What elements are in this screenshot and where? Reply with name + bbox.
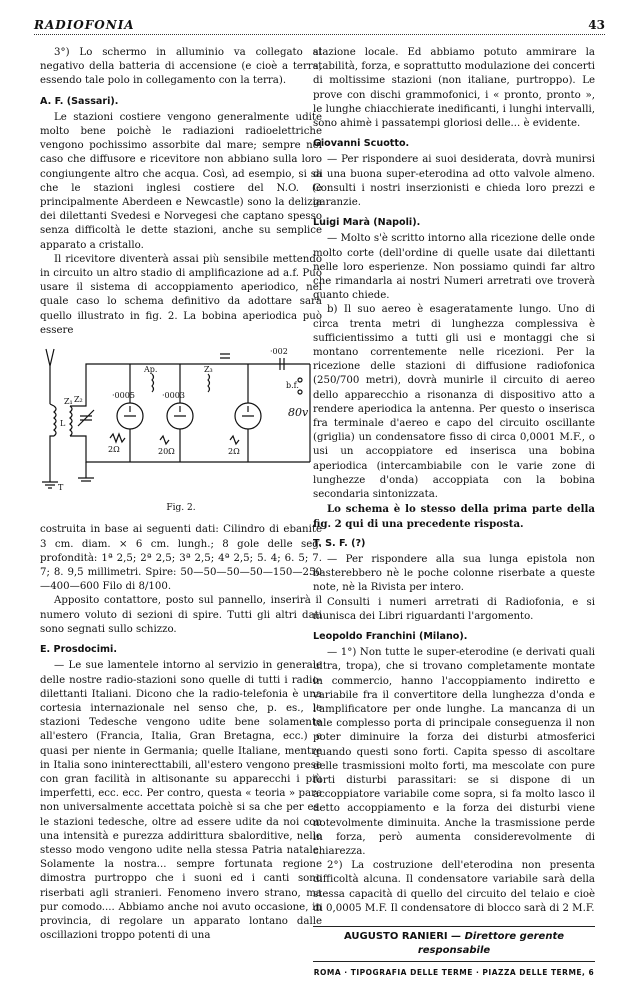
- circuit-diagram: [40, 344, 322, 494]
- label-c0003: ·0003: [162, 391, 185, 401]
- manager-line: [313, 926, 595, 962]
- mara-paragraph-3: Lo schema è lo stesso della prima parte della fig. 2 qui di una precedente risposta.: [313, 503, 595, 530]
- label-z1: Z₁: [64, 397, 73, 407]
- label-c002: ·002: [270, 347, 288, 357]
- figure-caption: Fig. 2.: [166, 503, 196, 514]
- franchini-paragraph-2: 2°) La costruzione dell'eterodina non presenta difficoltà alcuna. Il condensatore variabile sarà della stessa capacità di quello del circuito del telaio e cioè di 0,0005 M.F. Il condensatore di blocco sarà di 2 M.F.: [313, 860, 595, 914]
- continued-paragraph: stazione locale. Ed abbiamo potuto ammirare la stabilità, forza, e soprattutto modulazione dei concerti di moltissime stazioni (non italiane, purtroppo). Le prove con dischi grammofonici, i « pronto, pronto », le lunghe chiacchierate inedificanti, i lunghi intervalli, sono ahimè i passatempi gloriosi delle... è evidente.: [313, 47, 595, 130]
- label-t: T: [58, 483, 64, 493]
- sassari-paragraph-4: Apposito contattore, posto sul pannello, inserirà il numero voluto di sezioni di spire. Tutti gli altri dati sono segnati sullo schizzo.: [40, 595, 322, 635]
- page-number: 43: [588, 18, 605, 32]
- correspondent-franchini: Leopoldo Franchini (Milano).: [313, 630, 468, 642]
- sassari-paragraph-3: costruita in base ai seguenti dati: Cilindro di ebanite 3 cm. diam. × 6 cm. lungh.; 8 gole delle seg. profondità: 1ª 2,5; 2ª 2,5; 3ª 2,5; 4ª 2,5; 5. 4; 6. 5; 7. 7; 8. 9,5 millimetri. Spire: 50—50—50—50—150—250—400—600 Filo di 8/100.: [40, 524, 322, 593]
- label-r2: 20Ω: [158, 447, 175, 457]
- label-r1: 2Ω: [108, 445, 120, 455]
- manager-role: — Direttore gerente responsabile: [417, 930, 565, 957]
- label-z3: Z₃: [204, 365, 213, 375]
- intro-paragraph: 3°) Lo schermo in alluminio va collegato al negativo della batteria di accensione (e cioè a terra, essendo tale polo in collegamento con la terra).: [40, 47, 322, 87]
- correspondent-prosdocimi: E. Prosdocimi.: [40, 644, 117, 656]
- manager-name: AUGUSTO RANIERI: [343, 930, 448, 942]
- prosdocimi-paragraph-1: — Le sue lamentele intorno al servizio in generale delle nostre radio-stazioni sono quelle di tutti i radio-dilettanti Italiani. Dicono che la radio-telefonia è una cortesia internazionale nel senso che, p. es., le stazioni Tedesche vengono udite bene solamente all'estero (Francia, Italia, Gran Bretagna, ecc.) e quasi per niente in Germania; quelle Italiane, mentre in Italia sono ininterecttabili, all'estero vengono prese con gran facilità in altisonante su apparecchi i più imperfetti, ecc. ecc. Per contro, questa « teoria » pare non universalmente accettata poichè si sa che per es. le stazioni tedesche, oltre ad essere udite da noi con una intensità e purezza addirittura sbalorditive, nello stesso modo vengono udite nella stessa Patria natale. Solamente la nostra... sempre fortunata regione dimostra purtroppo che i suoni ed i canti sono riserbati agli stranieri. Fenomeno invero strano, ma pur comodo.... Abbiamo anche noi avuto occasione, in provincia, di regolare un apparato lontano dalle oscillazioni troppo potenti di una: [40, 660, 322, 942]
- franchini-paragraph-1: — 1°) Non tutte le super-eterodine (e derivati quali ultra, tropa), che si trovano completamente montate in commercio, hanno l'accoppiamento indiretto e variabile fra il convertitore della lunghezza d'onda e l'amplificatore per onde lunghe. La mancanza di un tale complesso porta di principale conseguenza il non poter diminuire la forza dei disturbi atmosferici quando questi sono forti. Capita spesso di ascoltare delle trasmissioni molto forti, ma mescolate con pure forti disturbi parassitari: se si dispone di un accoppiatore variabile come sopra, si fa molto lasco il detto accoppiamento e la forza dei disturbi viene notevolmente diminuita. Anche la trasmissione perde in forza, però aumenta considerevolmente di chiarezza.: [313, 647, 595, 857]
- sassari-paragraph-2: Il ricevitore diventerà assai più sensibile mettendo in circuito un altro stadio di amplificazione ad a.f. Può usare il sistema di accoppiamento aperiodico, nel quale caso lo schema definitivo da adottare sarà quello illustrato in fig. 2. La bobina aperiodica può essere: [40, 253, 322, 336]
- journal-title: RADIOFONIA: [34, 18, 135, 32]
- correspondent-scuotto: Giovanni Scuotto.: [313, 138, 410, 150]
- label-bf: b.f.: [286, 381, 299, 391]
- label-80v: 80v: [288, 406, 309, 420]
- tsf-paragraph-2: Consulti i numeri arretrati di Radiofonia, e si munisca dei Libri riguardanti l'argomento.: [313, 596, 595, 622]
- correspondent-sassari: A. F. (Sassari).: [40, 95, 119, 107]
- header-rule: [34, 34, 605, 35]
- correspondent-mara: Luigi Marà (Napoli).: [313, 217, 421, 229]
- label-c0005: ·0005: [112, 391, 135, 401]
- label-l: L: [60, 419, 66, 429]
- mara-paragraph-2: b) Il suo aereo è esageratamente lungo. Uno di circa trenta metri di lunghezza complessiva è sufficientissimo a tutti gli usi e montaggi che si montano correntemente nelle ricezioni. Per la ricezione delle stazioni di diffusione radiofonica (250/700 metri), dovrà munirle il circuito di aereo dello apparecchio a risonanza di dispositivo atto a rendere aperiodica la antenna. Per questo o inserisca fra terminale d'aereo e capo del circuito oscillante (griglia) un condensatore fisso di circa 0,0001 M.F., o usi un accoppiatore ed inserisca una bobina aperiodica (intercambiabile con le varie zone di lunghezze d'onda) accoppiata con la bobina secondaria sintonizzata.: [313, 304, 595, 501]
- right-column: [313, 46, 595, 981]
- label-r3: 2Ω: [228, 447, 240, 457]
- printer-imprint: ROMA · TIPOGRAFIA DELLE TERME · PIAZZA DELLE TERME, 6: [313, 968, 595, 978]
- running-header: [34, 16, 605, 36]
- mara-paragraph-1: — Molto s'è scritto intorno alla ricezione delle onde molto corte (dell'ordine di quelle usate dai dilettanti nelle loro esperienze. Non possiamo quindi far altro che rimandarla ai nostri Numeri arretrati ove troverà quanto chiede.: [313, 233, 595, 302]
- scuotto-paragraph-1: — Per rispondere ai suoi desiderata, dovrà munirsi di una buona super-eterodina ad otto valvole almeno. Consulti i nostri inserzionisti e chieda loro prezzi e garanzie.: [313, 154, 595, 209]
- correspondent-tsf: T. S. F. (?): [313, 537, 366, 549]
- sassari-paragraph-1: Le stazioni costiere vengono generalmente udite molto bene poichè le radiazioni radioelettriche vengono pochissimo assorbite dal mare; sempre nel caso che diffusore e ricevitore non abbiano sulla loro congiungente altro che acqua. Così, ad esempio, si sa che le stazioni inglesi costiere del N.O. (e principalmente Aberdeen e Newcastle) sono la delizia dei dilettanti Svedesi e Norvegesi che captano spesso senza difficoltà le dette stazioni, anche su semplice apparato a cristallo.: [40, 111, 322, 251]
- left-column: [40, 46, 322, 943]
- tsf-paragraph-1: — Per rispondere alla sua lunga epistola non basterebbero nè le poche colonne riserbate a queste note, nè la Rivista per intero.: [313, 553, 595, 594]
- label-z2: Z₂: [74, 395, 83, 405]
- label-ap: Ap.: [144, 365, 158, 375]
